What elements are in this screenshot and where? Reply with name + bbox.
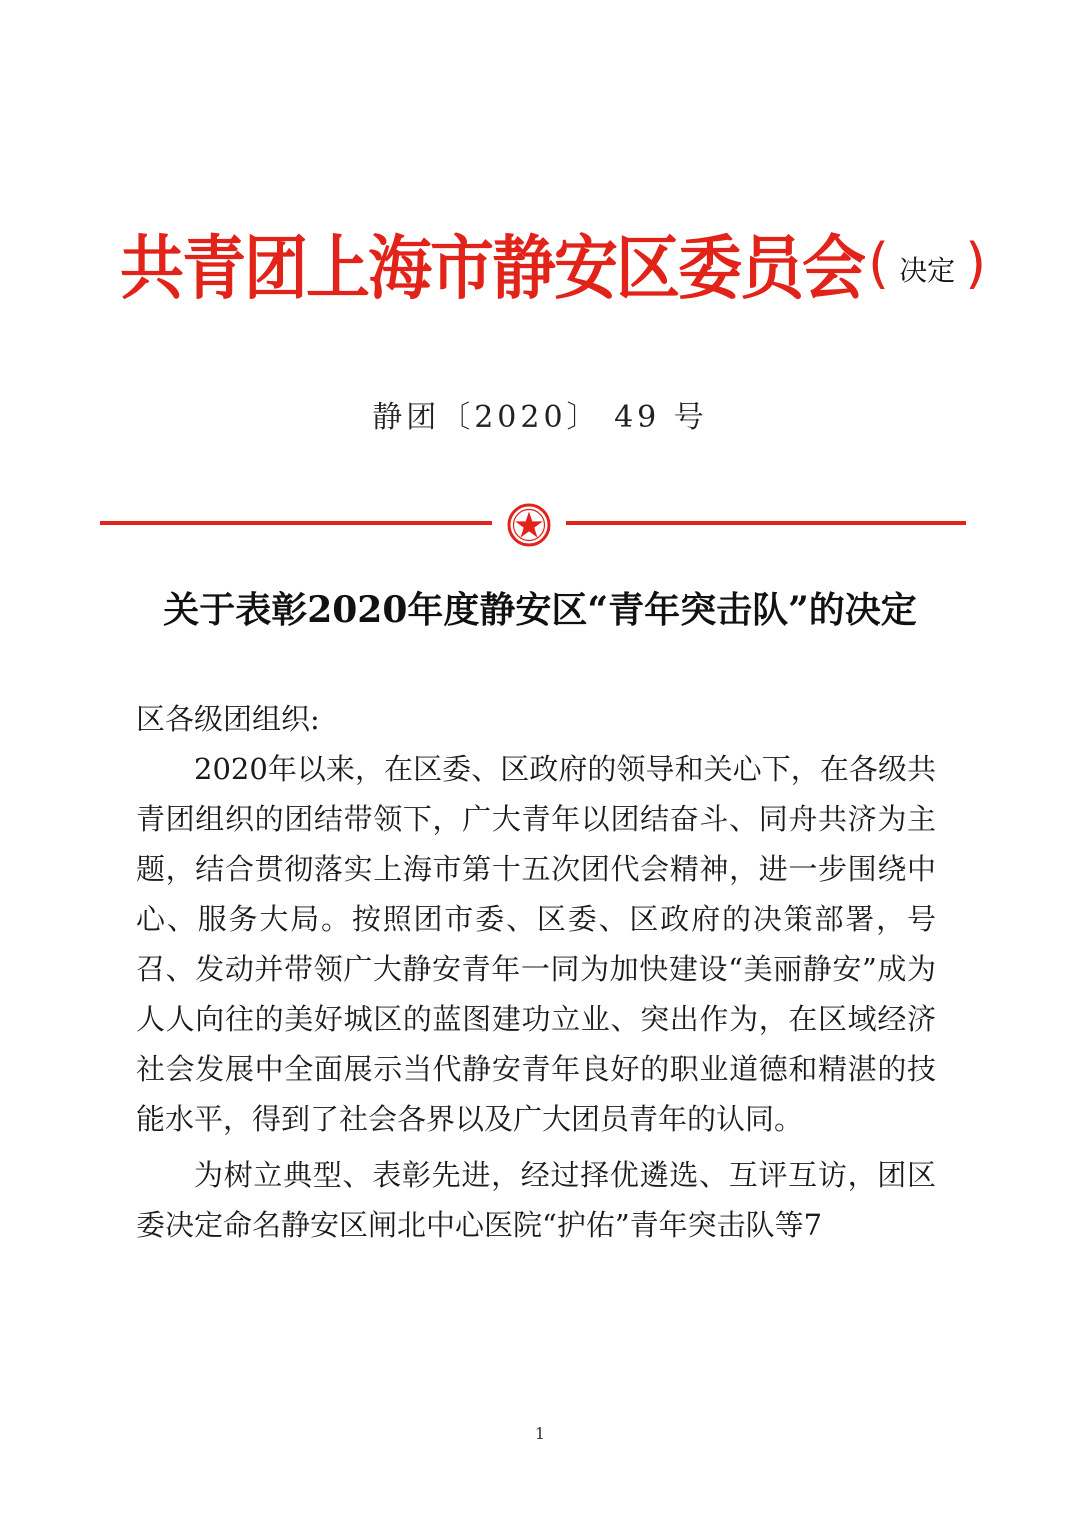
page-number: 1 [534, 1424, 546, 1443]
document-number: 静团〔2020〕 49 号 [372, 400, 708, 435]
salutation: 区各级团组织: [136, 702, 320, 736]
red-divider [100, 502, 966, 546]
divider-line-left [100, 521, 492, 525]
masthead [120, 218, 987, 310]
masthead-document-type: 决定 [899, 254, 956, 287]
document-title: 关于表彰2020年度静安区“青年突击队”的决定 [163, 589, 917, 631]
document-body [136, 694, 936, 1250]
divider-line-right [566, 521, 966, 525]
masthead-organization: 共青团上海市静安区委员会 [120, 229, 864, 310]
masthead-paren-open: ( [868, 231, 890, 295]
body-paragraph: 为树立典型、表彰先进，经过择优遴选、互评互访，团区委决定命名静安区闸北中心医院“护佑”青年突击队等7 [136, 1158, 936, 1242]
body-paragraph: 2020年以来，在区委、区政府的领导和关心下，在各级共青团组织的团结带领下，广大青年以团结奋斗、同舟共济为主题，结合贯彻落实上海市第十五次团代会精神，进一步围绕中心、服务大局。按照团市委、区委、区政府的决策部署，号召、发动并带领广大静安青年一同为加快建设“美丽静安”成为人人向往的美好城区的蓝图建功立业、突出作为，在区域经济社会发展中全面展示当代静安青年良好的职业道德和精湛的技能水平，得到了社会各界以及广大团员青年的认同。 [136, 752, 936, 1136]
red-star-emblem-icon [506, 502, 552, 548]
masthead-paren-close: ) [965, 231, 987, 295]
